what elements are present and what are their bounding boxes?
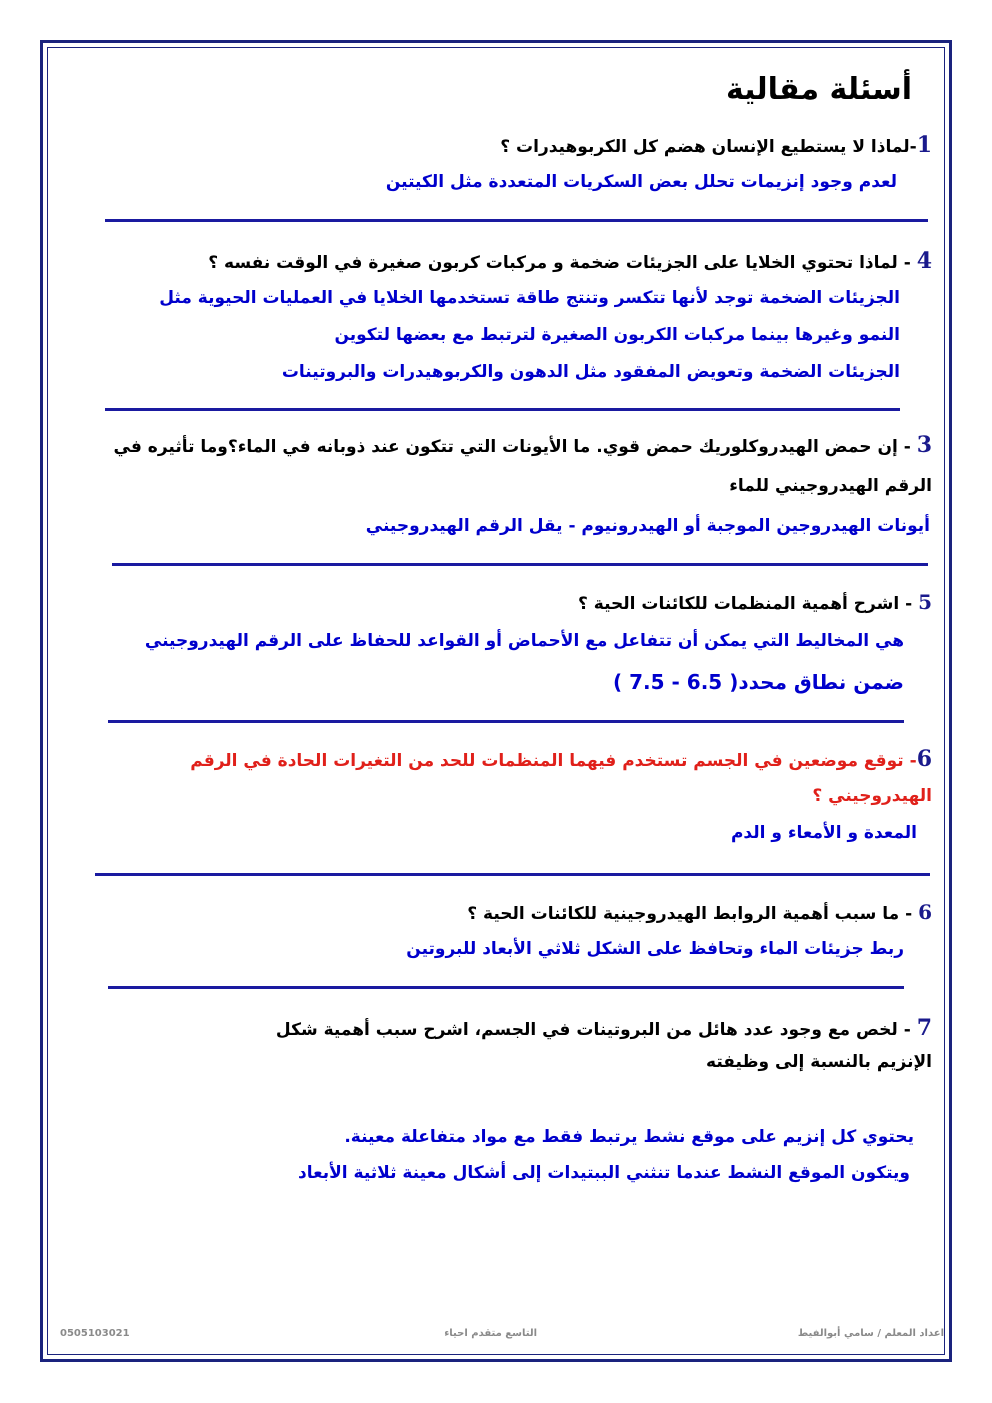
divider [108,986,904,989]
question-1 [500,132,932,158]
question-6b [467,900,932,924]
footer-phone: 0505103021 [60,1328,130,1339]
page-title: أسئلة مقالية [725,72,912,107]
question-4 [208,248,932,274]
answer-7-line-1: يحتوي كل إنزيم على موقع نشط يرتبط فقط مع مواد متفاعلة معينة. [344,1127,914,1147]
divider [95,873,930,876]
answer-4-line-2: ضمن نطاق محدد( 6.5 - 7.5 ) [613,670,904,694]
divider [105,408,900,411]
question-number: 6 [918,900,932,924]
question-number: 5 [918,590,932,614]
answer-1: لعدم وجود إنزيمات تحلل بعض السكريات المتعددة مثل الكيتين [385,172,897,192]
question-number: 4 [916,248,932,274]
question-number: 7 [916,1015,932,1041]
answer-2-line-1: الجزيئات الضخمة توجد لأنها تتكسر وتنتج طاقة تستخدمها الخلايا في العمليات الحيوية مثل [159,288,900,308]
question-5 [578,590,932,614]
question-7 [276,1015,932,1041]
question-text: لماذا تحتوي الخلايا على الجزيئات ضخمة و مركبات كربون صغيرة في الوقت نفسه ؟ [208,253,898,273]
answer-3: أيونات الهيدروجين الموجبة أو الهيدرونيوم - يقل الرقم الهيدروجيني [365,516,930,536]
question-6 [190,746,932,772]
question-separator: - [899,904,919,924]
question-separator: - [897,437,917,457]
answer-7-line-2: ويتكون الموقع النشط عندما تنثني الببتيدات إلى أشكال معينة ثلاثية الأبعاد [298,1163,910,1183]
question-text: ما سبب أهمية الروابط الهيدروجينية للكائنات الحية ؟ [467,904,900,924]
footer-author: اعداد المعلم / سامي أبوالفيط [797,1328,944,1339]
question-text: لماذا لا يستطيع الإنسان هضم كل الكربوهيدرات ؟ [500,137,910,157]
divider [108,720,904,723]
answer-4-line-1: هي المخاليط التي يمكن أن تتفاعل مع الأحماض أو القواعد للحفاظ على الرقم الهيدروجيني [144,631,904,651]
question-separator: - [897,1020,917,1040]
question-text-line-1: لخص مع وجود عدد هائل من البروتينات في الجسم، اشرح سبب أهمية شكل [275,1020,898,1040]
question-number: 1 [916,132,932,158]
question-separator: - [897,253,917,273]
footer-subject: التاسع متقدم احياء [444,1328,537,1339]
question-separator: - [899,594,919,614]
question-separator: - [903,751,917,771]
question-3 [114,432,932,458]
question-text-line-1: توقع موضعين في الجسم تستخدم فيهما المنظمات للحد من التغيرات الحادة في الرقم [190,751,904,771]
question-number: 6 [916,746,932,772]
question-separator: - [909,137,917,157]
question-text: اشرح أهمية المنظمات للكائنات الحية ؟ [578,594,900,614]
question-number: 3 [916,432,932,458]
answer-6: ربط جزيئات الماء وتحافظ على الشكل ثلاثي الأبعاد للبروتين [406,939,904,959]
divider [112,563,928,566]
question-text-line-1: إن حمض الهيدروكلوريك حمض قوي. ما الأيونات التي تتكون عند ذوبانه في الماء؟وما تأثيره في [113,437,898,457]
answer-2-line-2: النمو وغيرها بينما مركبات الكربون الصغيرة لترتبط مع بعضها لتكوين [334,325,900,345]
question-3-continued: الرقم الهيدروجيني للماء [729,476,932,496]
question-6-continued: الهيدروجيني ؟ [812,786,932,806]
answer-5: المعدة و الأمعاء و الدم [730,823,917,843]
answer-2-line-3: الجزيئات الضخمة وتعويض المفقود مثل الدهون والكربوهيدرات والبروتينات [281,362,900,382]
divider [105,219,928,222]
question-7-continued: الإنزيم بالنسبة إلى وظيفته [706,1052,932,1072]
